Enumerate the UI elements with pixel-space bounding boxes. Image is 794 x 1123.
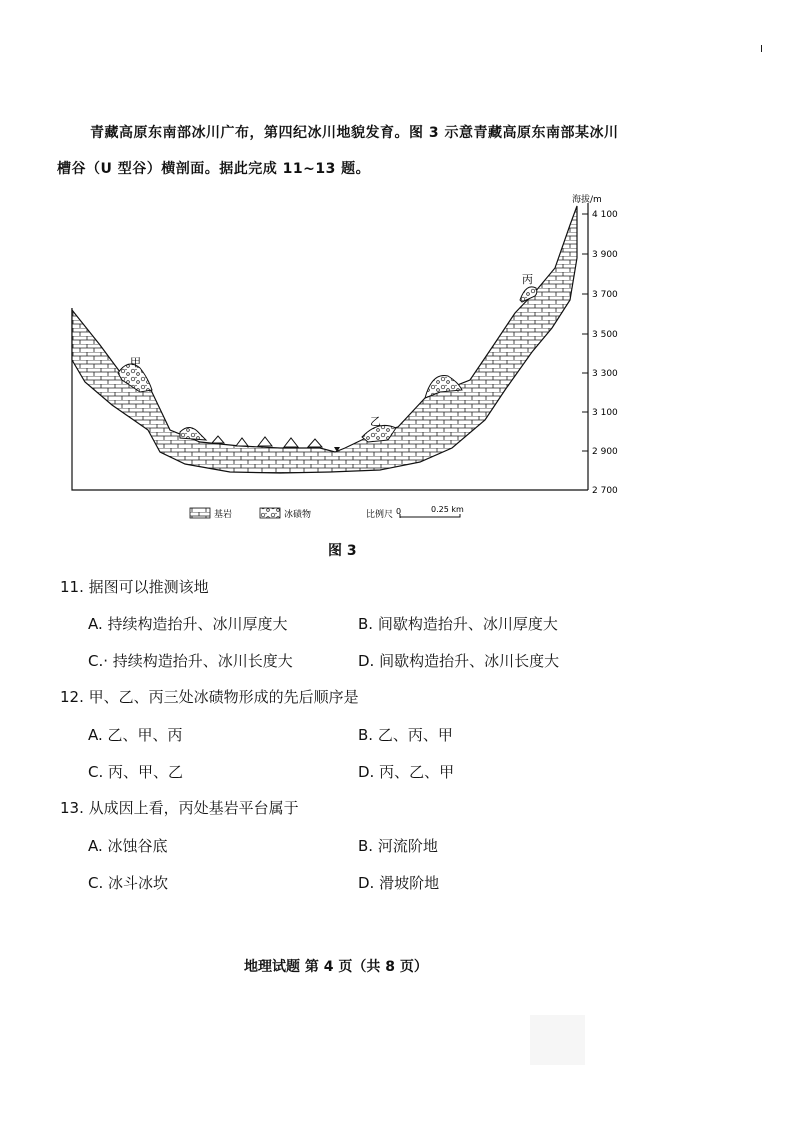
label-jia: 甲 (130, 356, 141, 369)
page-footer: 地理试题 第 4 页（共 8 页） (244, 959, 428, 975)
figure-caption: 图 3 (328, 543, 357, 559)
question-11-option-c[interactable]: C.· 持续构造抬升、冰川长度大 (88, 652, 293, 670)
question-13-option-a[interactable]: A. 冰蚀谷底 (88, 837, 168, 855)
legend-bedrock-label: 基岩 (214, 510, 233, 520)
axis-title: 海拔/m (572, 195, 602, 205)
question-13-option-b[interactable]: B. 河流阶地 (358, 837, 438, 855)
question-12-stem: 12. 甲、乙、丙三处冰碛物形成的先后顺序是 (60, 688, 359, 706)
tick-label: 3 100 (592, 408, 618, 418)
question-11-stem: 11. 据图可以推测该地 (60, 578, 209, 596)
scale-label: 比例尺 (366, 510, 394, 520)
glacial-trough-figure (0, 185, 794, 530)
question-11-option-d[interactable]: D. 间歇构造抬升、冰川长度大 (358, 652, 560, 670)
label-yi: 乙 (370, 415, 381, 428)
question-13-stem: 13. 从成因上看，丙处基岩平台属于 (60, 799, 299, 817)
legend-moraine-label: 冰碛物 (284, 510, 312, 520)
page-marker: I (760, 44, 763, 55)
scale-zero: 0 (396, 507, 402, 516)
question-11-option-b[interactable]: B. 间歇构造抬升、冰川厚度大 (358, 615, 558, 633)
question-12-option-c[interactable]: C. 丙、甲、乙 (88, 763, 184, 781)
tick-label: 2 900 (592, 447, 618, 457)
scale-value: 0.25 km (431, 505, 464, 514)
label-bing: 丙 (522, 273, 533, 286)
question-12-option-a[interactable]: A. 乙、甲、丙 (88, 726, 183, 744)
tick-label: 2 700 (592, 486, 618, 496)
scale-bar (400, 514, 460, 518)
scan-smudge (530, 1015, 585, 1065)
question-12-option-b[interactable]: B. 乙、丙、甲 (358, 726, 453, 744)
tick-label: 3 900 (592, 250, 618, 260)
moraine-floor (180, 427, 206, 440)
question-13-option-d[interactable]: D. 滑坡阶地 (358, 874, 440, 892)
intro-line-1: 青藏高原东南部冰川广布，第四纪冰川地貌发育。图 3 示意青藏高原东南部某冰川 (90, 125, 619, 141)
tick-label: 4 100 (592, 210, 618, 220)
question-13-option-c[interactable]: C. 冰斗冰坎 (88, 874, 169, 892)
bedrock-band (72, 206, 577, 473)
tick-label: 3 300 (592, 369, 618, 379)
tick-label: 3 700 (592, 290, 618, 300)
question-12-option-d[interactable]: D. 丙、乙、甲 (358, 763, 455, 781)
tick-label: 3 500 (592, 330, 618, 340)
legend-moraine-swatch (260, 508, 280, 518)
question-11-option-a[interactable]: A. 持续构造抬升、冰川厚度大 (88, 615, 288, 633)
legend-bedrock-swatch (190, 508, 210, 518)
intro-line-2: 槽谷（U 型谷）横剖面。据此完成 11~13 题。 (57, 161, 371, 177)
